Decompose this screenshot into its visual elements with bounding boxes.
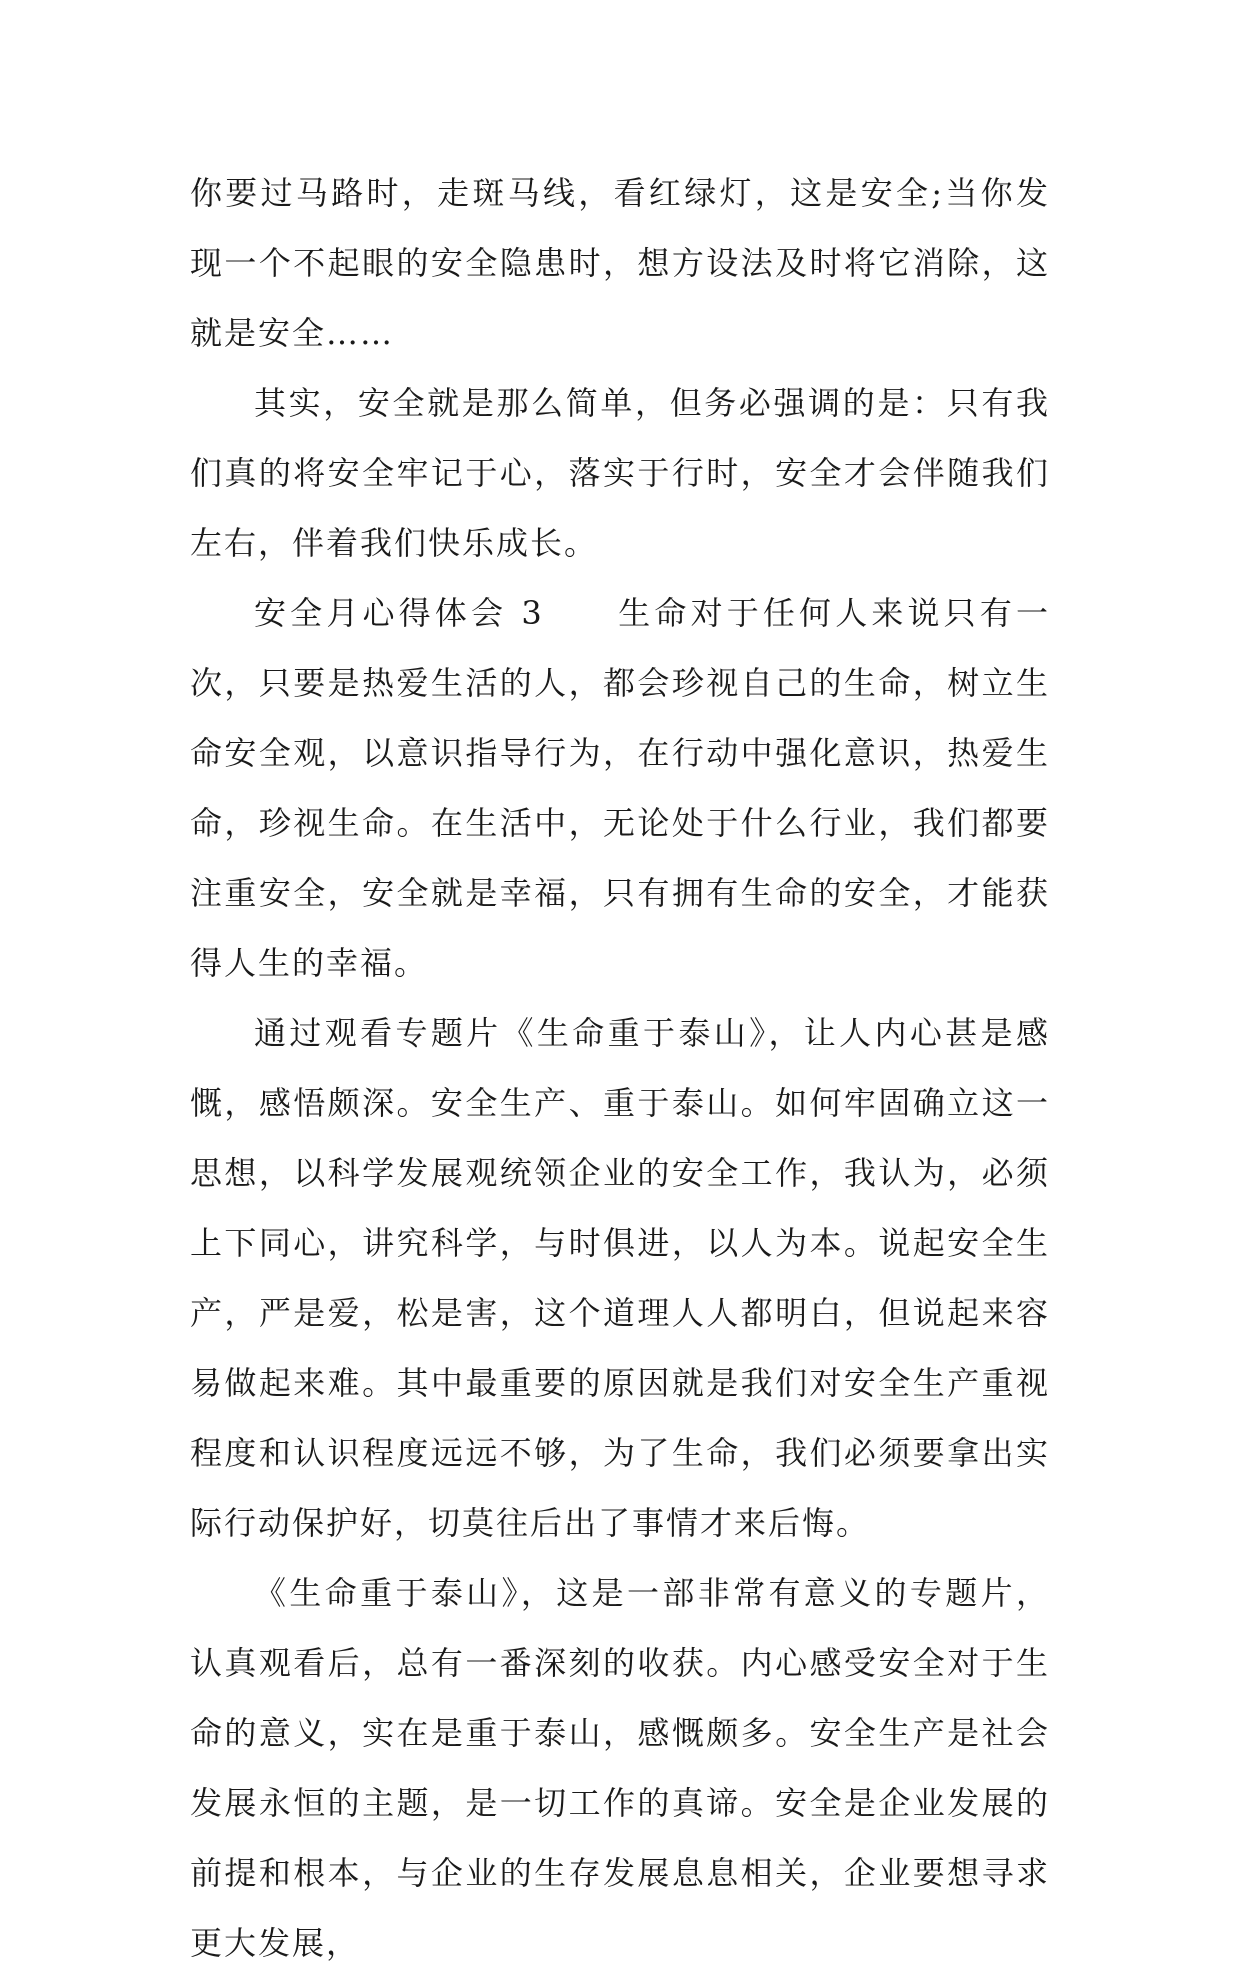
paragraph-section-heading: 安全月心得体会 3 生命对于任何人来说只有一次，只要是热爱生活的人，都会珍视自己的生命，树立生命安全观，以意识指导行为，在行动中强化意识，热爱生命，珍视生命。在生活中，无论处于什么行业，我们都要注重安全，安全就是幸福，只有拥有生命的安全，才能获得人生的幸福。	[190, 594, 1050, 982]
document-body	[190, 158, 1050, 1978]
paragraph: 《生命重于泰山》，这是一部非常有意义的专题片，认真观看后，总有一番深刻的收获。内心感受安全对于生命的意义，实在是重于泰山，感慨颇多。安全生产是社会发展永恒的主题，是一切工作的真谛。安全是企业发展的前提和根本，与企业的生存发展息息相关，企业要想寻求更大发展，	[190, 1574, 1050, 1962]
paragraph-continued: 你要过马路时，走斑马线，看红绿灯，这是安全;当你发现一个不起眼的安全隐患时，想方设法及时将它消除，这就是安全……	[190, 174, 1050, 352]
paragraph: 其实，安全就是那么简单，但务必强调的是：只有我们真的将安全牢记于心，落实于行时，安全才会伴随我们左右，伴着我们快乐成长。	[190, 384, 1050, 562]
paragraph: 通过观看专题片《生命重于泰山》，让人内心甚是感慨，感悟颇深。安全生产、重于泰山。如何牢固确立这一思想，以科学发展观统领企业的安全工作，我认为，必须上下同心，讲究科学，与时俱进，以人为本。说起安全生产，严是爱，松是害，这个道理人人都明白，但说起来容易做起来难。其中最重要的原因就是我们对安全生产重视程度和认识程度远远不够，为了生命，我们必须要拿出实际行动保护好，切莫往后出了事情才来后悔。	[190, 1014, 1050, 1542]
